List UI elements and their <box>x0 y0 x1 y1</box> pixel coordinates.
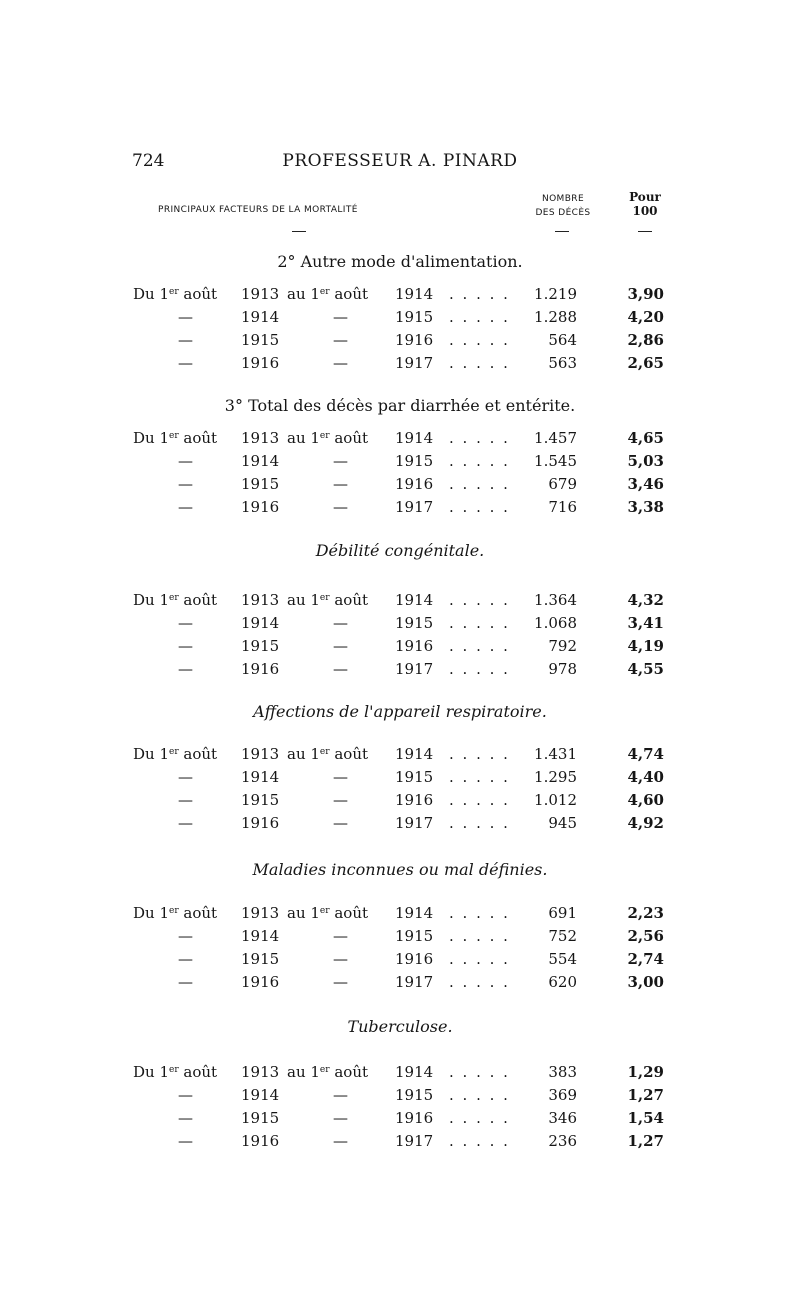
au-word: au <box>287 429 306 447</box>
deaths-value: 1.431 <box>534 745 577 763</box>
leader-dots: . . . . . <box>449 614 510 632</box>
leader-dots: . . . . . <box>449 814 510 832</box>
ditto-dash: — <box>333 1109 348 1127</box>
start-year: 1913 <box>241 591 280 609</box>
end-year: 1914 <box>395 1063 434 1081</box>
percent-value: 3,46 <box>627 475 664 493</box>
table-row <box>0 660 800 682</box>
from-label: Du 1er août <box>133 904 218 922</box>
start-year: 1916 <box>241 1132 280 1150</box>
aout-word: août <box>183 285 218 303</box>
end-year: 1916 <box>395 791 434 809</box>
table-row <box>0 429 800 451</box>
aout-word: août <box>334 285 369 303</box>
start-year: 1916 <box>241 660 280 678</box>
start-year: 1914 <box>241 927 280 945</box>
to-label: au 1er août <box>287 285 369 303</box>
table-row <box>0 452 800 474</box>
au-word: au <box>287 285 306 303</box>
leader-dots: . . . . . <box>449 331 510 349</box>
percent-value: 4,40 <box>627 768 664 786</box>
table-row <box>0 1109 800 1131</box>
au-word: au <box>287 1063 306 1081</box>
leader-dots: . . . . . <box>449 498 510 516</box>
percent-value: 4,65 <box>627 429 664 447</box>
superscript-er: er <box>319 593 330 603</box>
start-year: 1913 <box>241 745 280 763</box>
to-label: au 1er août <box>287 1063 369 1081</box>
to-label: au 1er août <box>287 745 369 763</box>
leader-dots: . . . . . <box>449 354 510 372</box>
deaths-value: 1.545 <box>534 452 577 470</box>
ditto-dash: — <box>178 973 193 991</box>
ditto-dash: — <box>178 791 193 809</box>
table-row <box>0 637 800 659</box>
deaths-value: 792 <box>548 637 577 655</box>
end-year: 1914 <box>395 904 434 922</box>
end-year: 1915 <box>395 768 434 786</box>
ditto-dash: — <box>178 637 193 655</box>
superscript-er: er <box>169 593 179 603</box>
deaths-value: 1.012 <box>534 791 577 809</box>
ditto-dash: — <box>178 452 193 470</box>
du-word: Du <box>133 904 155 922</box>
du-word: Du <box>133 429 155 447</box>
percent-header-line1: Pour <box>629 190 661 204</box>
end-year: 1915 <box>395 927 434 945</box>
column-header-percent <box>618 190 672 218</box>
table-row <box>0 475 800 497</box>
end-year: 1915 <box>395 614 434 632</box>
deaths-value: 369 <box>548 1086 577 1104</box>
leader-dots: . . . . . <box>449 475 510 493</box>
leader-dots: . . . . . <box>449 950 510 968</box>
table-row <box>0 614 800 636</box>
percent-value: 4,92 <box>627 814 664 832</box>
end-year: 1917 <box>395 973 434 991</box>
leader-dots: . . . . . <box>449 904 510 922</box>
ditto-dash: — <box>333 475 348 493</box>
aout-word: août <box>334 904 369 922</box>
ditto-dash: — <box>333 614 348 632</box>
start-year: 1913 <box>241 429 280 447</box>
deaths-header-line2: DES DÉCÈS <box>535 208 591 218</box>
page-number: 724 <box>132 151 165 171</box>
column-rule-deaths <box>555 231 569 232</box>
leader-dots: . . . . . <box>449 973 510 991</box>
percent-value: 1,54 <box>627 1109 664 1127</box>
table-row <box>0 814 800 836</box>
aout-word: août <box>183 1063 218 1081</box>
from-label: Du 1er août <box>133 429 218 447</box>
percent-value: 4,74 <box>627 745 664 763</box>
au-word: au <box>287 591 306 609</box>
ditto-dash: — <box>178 308 193 326</box>
end-year: 1917 <box>395 660 434 678</box>
from-label: Du 1er août <box>133 285 218 303</box>
leader-dots: . . . . . <box>449 637 510 655</box>
table-row <box>0 308 800 330</box>
leader-dots: . . . . . <box>449 452 510 470</box>
ditto-dash: — <box>178 498 193 516</box>
ditto-dash: — <box>178 814 193 832</box>
ditto-dash: — <box>333 973 348 991</box>
table-row <box>0 950 800 972</box>
start-year: 1914 <box>241 308 280 326</box>
percent-value: 2,86 <box>627 331 664 349</box>
table-row <box>0 591 800 613</box>
deaths-value: 346 <box>548 1109 577 1127</box>
end-year: 1915 <box>395 308 434 326</box>
running-title: PROFESSEUR A. PINARD <box>282 151 518 171</box>
superscript-er: er <box>319 431 330 441</box>
section-title: 2° Autre mode d'alimentation. <box>277 252 523 271</box>
start-year: 1915 <box>241 950 280 968</box>
table-row <box>0 1086 800 1108</box>
section-title: Maladies inconnues ou mal définies. <box>252 860 548 879</box>
leader-dots: . . . . . <box>449 285 510 303</box>
end-year: 1916 <box>395 1109 434 1127</box>
ditto-dash: — <box>333 452 348 470</box>
start-year: 1916 <box>241 498 280 516</box>
start-year: 1915 <box>241 331 280 349</box>
deaths-value: 554 <box>548 950 577 968</box>
superscript-er: er <box>319 906 330 916</box>
aout-word: août <box>334 429 369 447</box>
leader-dots: . . . . . <box>449 1086 510 1104</box>
leader-dots: . . . . . <box>449 745 510 763</box>
end-year: 1914 <box>395 285 434 303</box>
start-year: 1914 <box>241 768 280 786</box>
ditto-dash: — <box>178 614 193 632</box>
end-year: 1914 <box>395 591 434 609</box>
ditto-dash: — <box>333 660 348 678</box>
deaths-value: 1.457 <box>534 429 577 447</box>
end-year: 1917 <box>395 1132 434 1150</box>
leader-dots: . . . . . <box>449 1109 510 1127</box>
deaths-value: 236 <box>548 1132 577 1150</box>
deaths-header-line1: NOMBRE <box>541 194 585 204</box>
table-row <box>0 973 800 995</box>
start-year: 1915 <box>241 475 280 493</box>
section-title: Affections de l'appareil respiratoire. <box>253 702 547 721</box>
leader-dots: . . . . . <box>449 1132 510 1150</box>
start-year: 1914 <box>241 1086 280 1104</box>
end-year: 1917 <box>395 814 434 832</box>
ditto-dash: — <box>333 791 348 809</box>
au-word: au <box>287 904 306 922</box>
percent-value: 2,56 <box>627 927 664 945</box>
percent-value: 2,23 <box>627 904 664 922</box>
percent-value: 4,32 <box>627 591 664 609</box>
deaths-value: 752 <box>548 927 577 945</box>
table-row <box>0 904 800 926</box>
leader-dots: . . . . . <box>449 429 510 447</box>
leader-dots: . . . . . <box>449 927 510 945</box>
deaths-value: 620 <box>548 973 577 991</box>
end-year: 1917 <box>395 498 434 516</box>
table-row <box>0 1132 800 1154</box>
percent-value: 3,90 <box>627 285 664 303</box>
aout-word: août <box>183 904 218 922</box>
superscript-er: er <box>169 747 179 757</box>
superscript-er: er <box>169 1065 179 1075</box>
end-year: 1914 <box>395 429 434 447</box>
end-year: 1915 <box>395 452 434 470</box>
ditto-dash: — <box>333 950 348 968</box>
ditto-dash: — <box>178 331 193 349</box>
du-word: Du <box>133 285 155 303</box>
ditto-dash: — <box>333 927 348 945</box>
ditto-dash: — <box>333 768 348 786</box>
ditto-dash: — <box>178 950 193 968</box>
percent-value: 1,29 <box>627 1063 664 1081</box>
percent-value: 1,27 <box>627 1132 664 1150</box>
aout-word: août <box>334 591 369 609</box>
aout-word: août <box>334 1063 369 1081</box>
aout-word: août <box>183 429 218 447</box>
ditto-dash: — <box>178 927 193 945</box>
percent-value: 4,19 <box>627 637 664 655</box>
deaths-value: 564 <box>548 331 577 349</box>
start-year: 1915 <box>241 1109 280 1127</box>
ditto-dash: — <box>178 475 193 493</box>
start-year: 1914 <box>241 614 280 632</box>
leader-dots: . . . . . <box>449 1063 510 1081</box>
start-year: 1913 <box>241 1063 280 1081</box>
superscript-er: er <box>319 747 330 757</box>
leader-dots: . . . . . <box>449 768 510 786</box>
start-year: 1915 <box>241 637 280 655</box>
ditto-dash: — <box>333 814 348 832</box>
superscript-er: er <box>319 287 330 297</box>
deaths-value: 1.288 <box>534 308 577 326</box>
table-row <box>0 331 800 353</box>
table-row <box>0 285 800 307</box>
leader-dots: . . . . . <box>449 660 510 678</box>
end-year: 1915 <box>395 1086 434 1104</box>
to-label: au 1er août <box>287 904 369 922</box>
percent-header-line2: 100 <box>632 204 658 218</box>
deaths-value: 383 <box>548 1063 577 1081</box>
percent-value: 2,74 <box>627 950 664 968</box>
column-rule-factors <box>292 231 306 232</box>
from-label: Du 1er août <box>133 1063 218 1081</box>
percent-value: 4,20 <box>627 308 664 326</box>
percent-value: 4,55 <box>627 660 664 678</box>
section-title: Tuberculose. <box>347 1017 453 1036</box>
deaths-value: 563 <box>548 354 577 372</box>
ditto-dash: — <box>178 354 193 372</box>
ditto-dash: — <box>333 498 348 516</box>
start-year: 1916 <box>241 814 280 832</box>
table-row <box>0 745 800 767</box>
from-label: Du 1er août <box>133 745 218 763</box>
percent-value: 3,38 <box>627 498 664 516</box>
to-label: au 1er août <box>287 429 369 447</box>
table-row <box>0 927 800 949</box>
ditto-dash: — <box>178 1086 193 1104</box>
ditto-dash: — <box>333 1132 348 1150</box>
deaths-value: 978 <box>548 660 577 678</box>
ditto-dash: — <box>178 660 193 678</box>
leader-dots: . . . . . <box>449 591 510 609</box>
start-year: 1913 <box>241 285 280 303</box>
ditto-dash: — <box>333 1086 348 1104</box>
deaths-value: 679 <box>548 475 577 493</box>
deaths-value: 945 <box>548 814 577 832</box>
deaths-value: 1.219 <box>534 285 577 303</box>
table-row <box>0 498 800 520</box>
aout-word: août <box>183 591 218 609</box>
table-row <box>0 768 800 790</box>
deaths-value: 1.364 <box>534 591 577 609</box>
ditto-dash: — <box>178 1109 193 1127</box>
ditto-dash: — <box>333 354 348 372</box>
end-year: 1917 <box>395 354 434 372</box>
du-word: Du <box>133 745 155 763</box>
end-year: 1916 <box>395 475 434 493</box>
end-year: 1914 <box>395 745 434 763</box>
aout-word: août <box>183 745 218 763</box>
table-row <box>0 354 800 376</box>
ditto-dash: — <box>333 331 348 349</box>
start-year: 1916 <box>241 973 280 991</box>
table-row <box>0 791 800 813</box>
deaths-value: 691 <box>548 904 577 922</box>
start-year: 1913 <box>241 904 280 922</box>
du-word: Du <box>133 1063 155 1081</box>
column-rule-percent <box>638 231 652 232</box>
ditto-dash: — <box>333 308 348 326</box>
deaths-value: 1.295 <box>534 768 577 786</box>
superscript-er: er <box>169 287 179 297</box>
ditto-dash: — <box>178 1132 193 1150</box>
column-header-factors: PRINCIPAUX FACTEURS DE LA MORTALITÉ <box>158 205 358 215</box>
superscript-er: er <box>319 1065 330 1075</box>
du-word: Du <box>133 591 155 609</box>
start-year: 1916 <box>241 354 280 372</box>
section-title: Débilité congénitale. <box>315 541 485 560</box>
to-label: au 1er août <box>287 591 369 609</box>
au-word: au <box>287 745 306 763</box>
percent-value: 3,41 <box>627 614 664 632</box>
leader-dots: . . . . . <box>449 308 510 326</box>
percent-value: 4,60 <box>627 791 664 809</box>
end-year: 1916 <box>395 950 434 968</box>
percent-value: 5,03 <box>627 452 664 470</box>
leader-dots: . . . . . <box>449 791 510 809</box>
section-title: 3° Total des décès par diarrhée et entérite. <box>224 396 576 415</box>
deaths-value: 716 <box>548 498 577 516</box>
percent-value: 3,00 <box>627 973 664 991</box>
ditto-dash: — <box>178 768 193 786</box>
ditto-dash: — <box>333 637 348 655</box>
end-year: 1916 <box>395 331 434 349</box>
superscript-er: er <box>169 906 179 916</box>
percent-value: 1,27 <box>627 1086 664 1104</box>
from-label: Du 1er août <box>133 591 218 609</box>
start-year: 1915 <box>241 791 280 809</box>
percent-value: 2,65 <box>627 354 664 372</box>
aout-word: août <box>334 745 369 763</box>
table-row <box>0 1063 800 1085</box>
column-header-deaths <box>510 192 616 220</box>
superscript-er: er <box>169 431 179 441</box>
deaths-value: 1.068 <box>534 614 577 632</box>
start-year: 1914 <box>241 452 280 470</box>
end-year: 1916 <box>395 637 434 655</box>
